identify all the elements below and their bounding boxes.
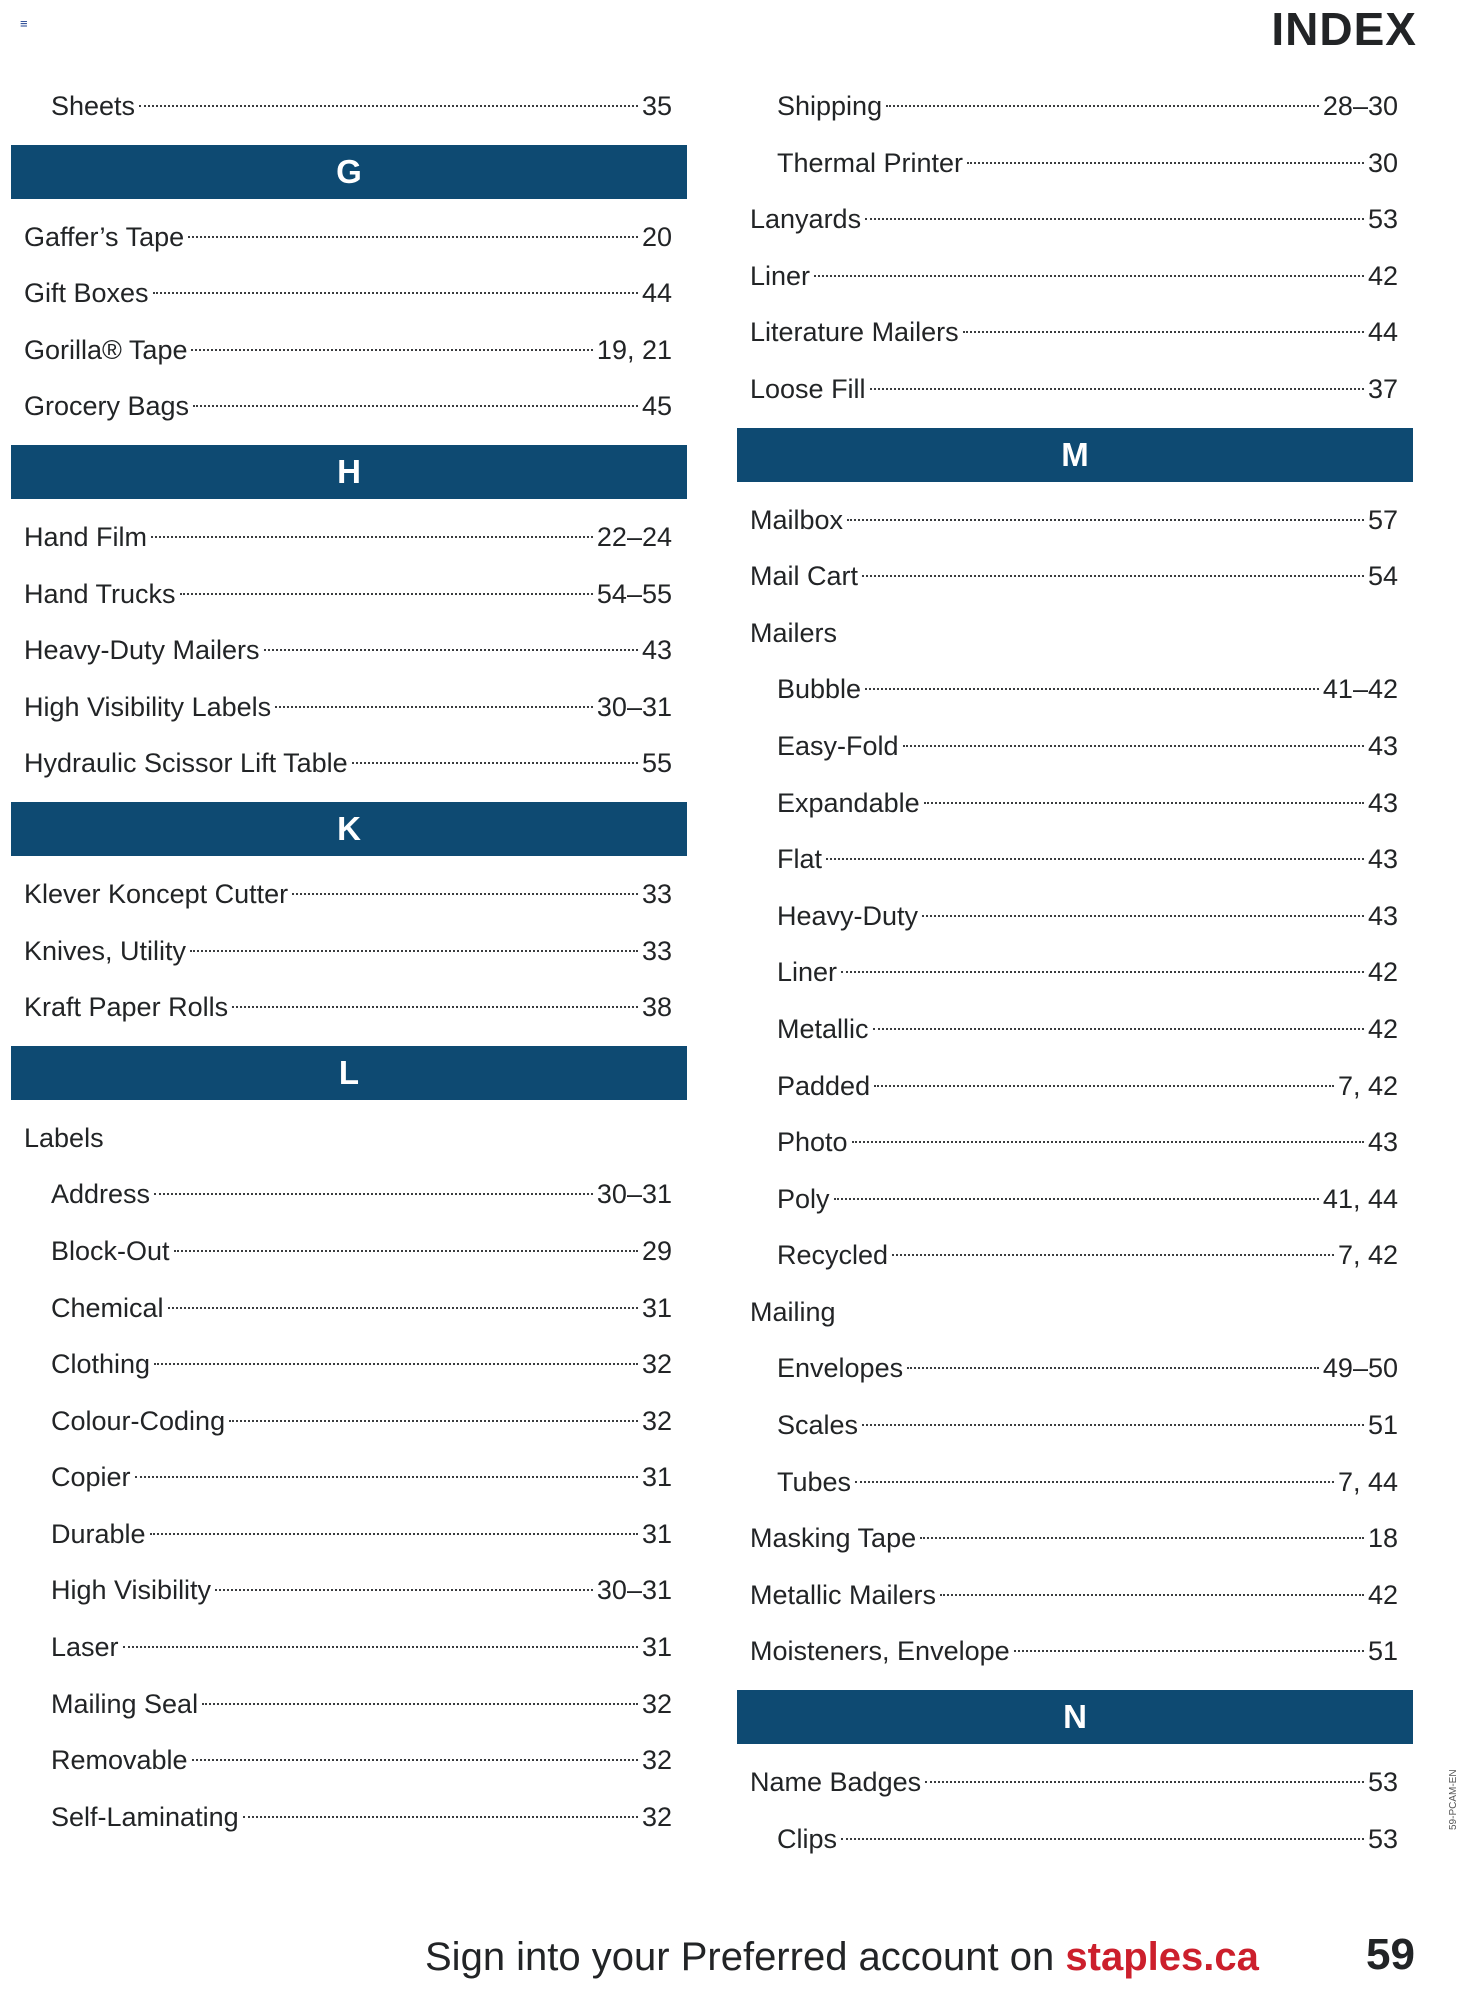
entry-label: Block-Out (51, 1235, 170, 1266)
entry-label: Tubes (777, 1466, 852, 1497)
dot-leader (232, 1006, 638, 1008)
entry-page-ref: 18 (1367, 1523, 1398, 1554)
entry-page-ref: 38 (641, 992, 672, 1023)
index-entry[interactable] (11, 622, 687, 679)
entry-page-ref: 43 (1367, 730, 1398, 761)
index-subentry[interactable] (11, 1619, 687, 1676)
section-heading-k: K (11, 802, 687, 856)
entry-page-ref: 42 (1367, 1013, 1398, 1044)
dot-leader (123, 1646, 638, 1648)
dot-leader (202, 1703, 638, 1705)
index-entry[interactable] (11, 866, 687, 923)
dot-leader (1014, 1650, 1364, 1652)
page-number: 59 (1366, 1930, 1415, 1979)
entry-page-ref: 43 (641, 635, 672, 666)
dot-leader (940, 1594, 1364, 1596)
dot-leader (874, 1085, 1334, 1087)
entry-label: Hand Trucks (24, 578, 176, 609)
entry-page-ref: 51 (1367, 1636, 1398, 1667)
entry-label: Removable (51, 1745, 188, 1776)
entry-page-ref: 33 (641, 878, 672, 909)
entry-page-ref: 43 (1367, 844, 1398, 875)
dot-leader (922, 915, 1364, 917)
entry-page-ref: 7, 42 (1337, 1240, 1398, 1271)
entry-page-ref: 45 (641, 391, 672, 422)
index-entry[interactable] (737, 191, 1413, 248)
entry-label: Clips (777, 1823, 838, 1854)
entry-label: Colour-Coding (51, 1405, 226, 1436)
index-subentry[interactable] (737, 1114, 1413, 1171)
entry-page-ref: 41, 44 (1322, 1183, 1398, 1214)
index-column-right (737, 78, 1413, 1867)
index-subentry[interactable] (11, 1449, 687, 1506)
dot-leader (275, 706, 593, 708)
dot-leader (870, 388, 1364, 390)
index-subentry[interactable] (737, 1397, 1413, 1454)
entry-page-ref: 20 (641, 221, 672, 252)
entry-label: Mailing (750, 1296, 836, 1327)
index-subentry[interactable] (11, 1789, 687, 1846)
menu-icon: ≡ (20, 16, 28, 31)
index-subentry[interactable] (737, 1340, 1413, 1397)
entry-page-ref: 44 (1367, 317, 1398, 348)
index-subentry[interactable] (11, 1732, 687, 1789)
dot-leader (139, 105, 638, 107)
entry-page-ref: 30–31 (596, 691, 672, 722)
dot-leader (154, 1193, 593, 1195)
entry-page-ref: 32 (641, 1801, 672, 1832)
entry-label: Gift Boxes (24, 278, 149, 309)
entry-label: High Visibility (51, 1575, 212, 1606)
dot-leader (168, 1307, 638, 1309)
entry-page-ref: 30 (1367, 147, 1398, 178)
dot-leader (264, 649, 638, 651)
dot-leader (903, 745, 1364, 747)
entry-page-ref: 55 (641, 748, 672, 779)
index-subentry[interactable] (737, 1454, 1413, 1511)
section-heading-g: G (11, 145, 687, 199)
entry-page-ref: 53 (1367, 1767, 1398, 1798)
index-entry[interactable] (11, 566, 687, 623)
entry-page-ref: 42 (1367, 957, 1398, 988)
entry-label: Gorilla® Tape (24, 334, 188, 365)
index-entry[interactable] (737, 1754, 1413, 1811)
entry-page-ref: 43 (1367, 787, 1398, 818)
entry-page-ref: 53 (1367, 204, 1398, 235)
dot-leader (191, 349, 592, 351)
entry-label: Liner (777, 957, 838, 988)
index-entry[interactable] (737, 248, 1413, 305)
section-heading-n: N (737, 1690, 1413, 1744)
entry-label: Poly (777, 1183, 830, 1214)
dot-leader (963, 331, 1364, 333)
entry-label: Copier (51, 1462, 131, 1493)
entry-label: Knives, Utility (24, 935, 187, 966)
entry-label: Mailbox (750, 504, 844, 535)
index-subentry[interactable] (11, 1336, 687, 1393)
entry-page-ref: 32 (641, 1688, 672, 1719)
index-entry[interactable] (737, 492, 1413, 549)
index-subentry[interactable] (11, 1280, 687, 1337)
index-entry[interactable] (11, 322, 687, 379)
index-entry[interactable] (737, 1510, 1413, 1567)
entry-label: Durable (51, 1518, 146, 1549)
dot-leader (292, 893, 638, 895)
entry-page-ref: 51 (1367, 1410, 1398, 1441)
dot-leader (873, 1028, 1364, 1030)
document-code: 59-PCAM-EN (1448, 1769, 1459, 1830)
entry-page-ref: 31 (641, 1462, 672, 1493)
dot-leader (925, 1781, 1364, 1783)
dot-leader (215, 1589, 593, 1591)
entry-label: Mailing Seal (51, 1688, 199, 1719)
entry-label: Bubble (777, 674, 862, 705)
entry-label: Flat (777, 844, 823, 875)
dot-leader (967, 162, 1364, 164)
dot-leader (180, 593, 593, 595)
entry-label: Gaffer’s Tape (24, 221, 185, 252)
index-entry[interactable] (737, 1567, 1413, 1624)
index-column-left (11, 78, 687, 1845)
dot-leader (920, 1537, 1364, 1539)
dot-leader (826, 858, 1364, 860)
index-subentry[interactable] (737, 944, 1413, 1001)
dot-leader (151, 536, 593, 538)
entry-label: Kraft Paper Rolls (24, 992, 229, 1023)
index-entry[interactable] (11, 265, 687, 322)
entry-label: Scales (777, 1410, 859, 1441)
entry-label: Grocery Bags (24, 391, 190, 422)
entry-page-ref: 44 (641, 278, 672, 309)
index-entry[interactable] (11, 509, 687, 566)
dot-leader (886, 105, 1319, 107)
entry-label: Klever Koncept Cutter (24, 878, 289, 909)
footer-cta (425, 1935, 1259, 1980)
dot-leader (852, 1141, 1364, 1143)
entry-label: Expandable (777, 787, 920, 818)
index-subentry[interactable] (11, 1223, 687, 1280)
entry-label: Hand Film (24, 521, 148, 552)
index-subentry[interactable] (737, 1171, 1413, 1228)
entry-label: Moisteners, Envelope (750, 1636, 1010, 1667)
entry-page-ref: 29 (641, 1235, 672, 1266)
entry-label: Clothing (51, 1349, 151, 1380)
dot-leader (892, 1254, 1334, 1256)
dot-leader (862, 575, 1364, 577)
index-entry[interactable] (11, 1110, 687, 1167)
index-entry[interactable] (11, 735, 687, 792)
entry-page-ref: 33 (641, 935, 672, 966)
dot-leader (847, 519, 1364, 521)
index-subentry[interactable] (737, 831, 1413, 888)
dot-leader (174, 1250, 638, 1252)
dot-leader (154, 1363, 638, 1365)
entry-page-ref: 32 (641, 1405, 672, 1436)
entry-label: Metallic (777, 1013, 869, 1044)
index-entry[interactable] (737, 605, 1413, 662)
index-entry[interactable] (737, 1623, 1413, 1680)
dot-leader (865, 218, 1364, 220)
entry-label: Sheets (51, 91, 136, 121)
entry-page-ref: 43 (1367, 1127, 1398, 1158)
section-heading-h: H (11, 445, 687, 499)
index-subentry[interactable] (737, 135, 1413, 192)
entry-page-ref: 57 (1367, 504, 1398, 535)
entry-page-ref: 42 (1367, 260, 1398, 291)
dot-leader (229, 1420, 638, 1422)
entry-label: Chemical (51, 1292, 164, 1323)
index-entry[interactable] (11, 679, 687, 736)
index-subentry[interactable] (737, 888, 1413, 945)
page-title: INDEX (1271, 3, 1417, 55)
dot-leader (924, 802, 1364, 804)
index-subentry[interactable] (11, 1676, 687, 1733)
index-entry[interactable] (11, 209, 687, 266)
entry-page-ref: 22–24 (596, 521, 672, 552)
entry-label: Labels (24, 1122, 104, 1153)
entry-label: Metallic Mailers (750, 1579, 937, 1610)
entry-label: Laser (51, 1632, 119, 1663)
index-subentry[interactable] (11, 1562, 687, 1619)
entry-label: Self-Laminating (51, 1801, 239, 1832)
entry-page-ref: 54–55 (596, 578, 672, 609)
index-subentry[interactable] (737, 718, 1413, 775)
dot-leader (907, 1367, 1319, 1369)
dot-leader (193, 405, 638, 407)
dot-leader (190, 950, 638, 952)
index-subentry[interactable] (737, 775, 1413, 832)
index-subentry[interactable] (737, 1227, 1413, 1284)
entry-page-ref: 7, 44 (1337, 1466, 1398, 1497)
index-subentry[interactable] (737, 1001, 1413, 1058)
staples-link[interactable]: staples.ca (1065, 1935, 1259, 1979)
entry-page-ref: 32 (641, 1745, 672, 1776)
index-subentry[interactable] (737, 1058, 1413, 1115)
dot-leader (135, 1476, 638, 1478)
entry-label: Lanyards (750, 204, 862, 235)
entry-label: Thermal Printer (777, 147, 964, 178)
index-entry[interactable] (737, 304, 1413, 361)
entry-label: Shipping (777, 91, 883, 121)
index-entry[interactable] (11, 378, 687, 435)
index-entry[interactable] (737, 361, 1413, 418)
index-subentry[interactable] (11, 1506, 687, 1563)
entry-page-ref: 19, 21 (596, 334, 672, 365)
entry-page-ref: 43 (1367, 900, 1398, 931)
dot-leader (192, 1759, 638, 1761)
dot-leader (352, 762, 638, 764)
entry-page-ref: 35 (641, 91, 672, 121)
entry-page-ref: 32 (641, 1349, 672, 1380)
dot-leader (814, 275, 1364, 277)
entry-label: Liner (750, 260, 811, 291)
entry-label: Heavy-Duty Mailers (24, 635, 260, 666)
section-heading-l: L (11, 1046, 687, 1100)
footer-text: Sign into your Preferred account on (425, 1935, 1066, 1979)
dot-leader (153, 292, 638, 294)
entry-page-ref: 37 (1367, 373, 1398, 404)
dot-leader (855, 1481, 1334, 1483)
index-subentry[interactable] (737, 661, 1413, 718)
index-subentry[interactable] (11, 78, 687, 135)
entry-label: Literature Mailers (750, 317, 959, 348)
entry-label: Name Badges (750, 1767, 922, 1798)
entry-label: Hydraulic Scissor Lift Table (24, 748, 348, 779)
entry-label: Recycled (777, 1240, 889, 1271)
index-subentry[interactable] (11, 1166, 687, 1223)
dot-leader (841, 971, 1364, 973)
dot-leader (841, 1838, 1364, 1840)
index-entry[interactable] (11, 979, 687, 1036)
entry-label: Masking Tape (750, 1523, 917, 1554)
index-entry[interactable] (11, 923, 687, 980)
dot-leader (243, 1816, 638, 1818)
index-subentry[interactable] (737, 1811, 1413, 1868)
entry-page-ref: 42 (1367, 1579, 1398, 1610)
index-entry[interactable] (737, 1284, 1413, 1341)
entry-label: High Visibility Labels (24, 691, 272, 722)
dot-leader (834, 1198, 1319, 1200)
index-subentry[interactable] (11, 1393, 687, 1450)
entry-page-ref: 41–42 (1322, 674, 1398, 705)
entry-page-ref: 7, 42 (1337, 1070, 1398, 1101)
entry-label: Loose Fill (750, 373, 866, 404)
dot-leader (865, 688, 1319, 690)
entry-page-ref: 54 (1367, 561, 1398, 592)
entry-label: Photo (777, 1127, 848, 1158)
dot-leader (150, 1533, 638, 1535)
entry-label: Address (51, 1179, 151, 1210)
entry-page-ref: 31 (641, 1518, 672, 1549)
entry-label: Heavy-Duty (777, 900, 919, 931)
entry-label: Padded (777, 1070, 871, 1101)
entry-page-ref: 31 (641, 1632, 672, 1663)
section-heading-m: M (737, 428, 1413, 482)
entry-label: Mailers (750, 617, 838, 648)
entry-page-ref: 31 (641, 1292, 672, 1323)
entry-page-ref: 28–30 (1322, 91, 1398, 121)
entry-page-ref: 49–50 (1322, 1353, 1398, 1384)
entry-page-ref: 30–31 (596, 1575, 672, 1606)
entry-label: Envelopes (777, 1353, 904, 1384)
entry-label: Mail Cart (750, 561, 859, 592)
index-subentry[interactable] (737, 78, 1413, 135)
entry-page-ref: 30–31 (596, 1179, 672, 1210)
dot-leader (862, 1424, 1364, 1426)
entry-label: Easy-Fold (777, 730, 899, 761)
index-entry[interactable] (737, 548, 1413, 605)
entry-page-ref: 53 (1367, 1823, 1398, 1854)
dot-leader (188, 236, 638, 238)
